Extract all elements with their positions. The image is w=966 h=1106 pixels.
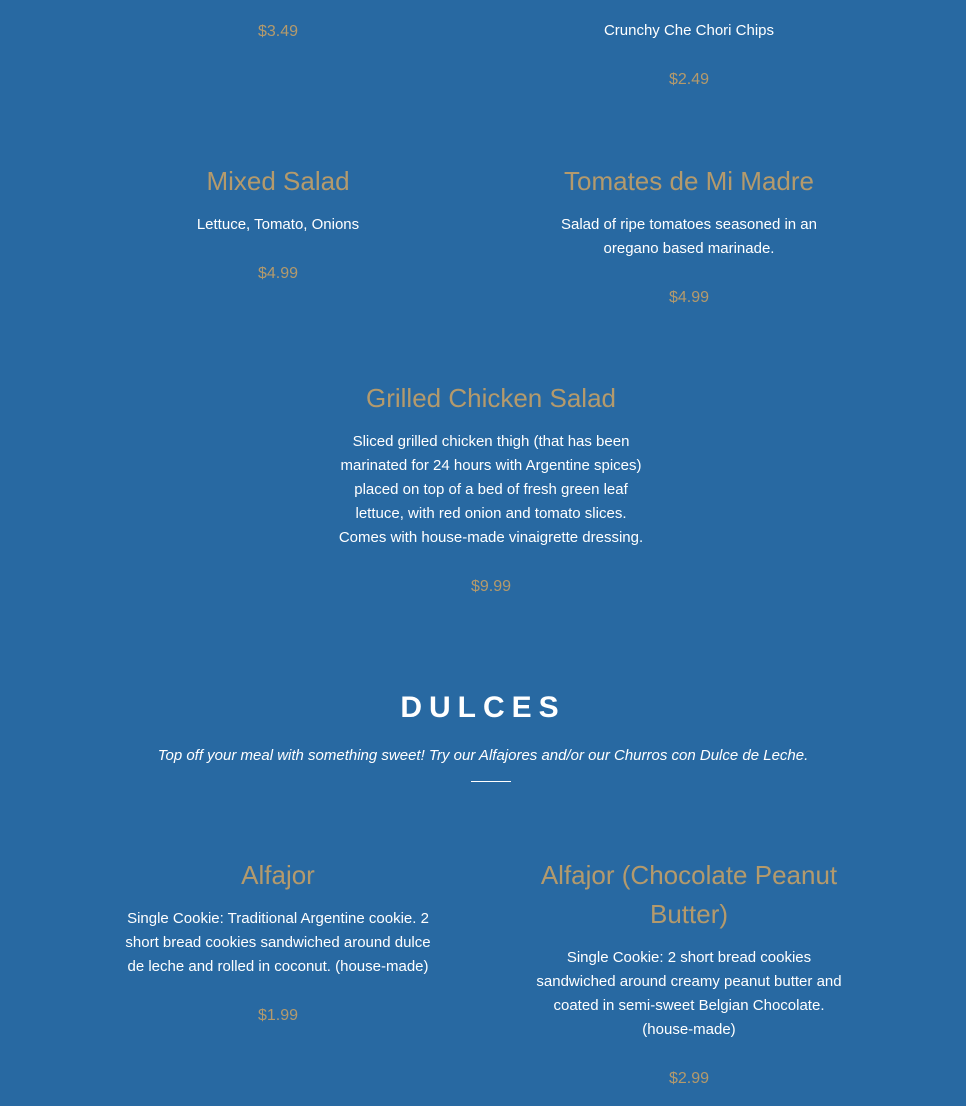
item-price: $3.49	[257, 23, 299, 40]
menu-item-partial-left	[128, 20, 428, 44]
item-price: $9.99	[470, 578, 512, 595]
item-title: Alfajor (Chocolate Peanut Butter)	[540, 860, 838, 929]
item-description: Lettuce, Tomato, Onions	[196, 216, 360, 233]
item-description: Salad of ripe tomatoes seasoned in an oregano based marinade.	[560, 216, 817, 257]
item-description: Crunchy Che Chori Chips	[603, 22, 775, 39]
menu-item-chips	[539, 19, 839, 92]
item-price: $4.99	[257, 265, 299, 282]
menu-item-grilled-chicken-salad	[336, 379, 646, 599]
item-price: $4.99	[668, 289, 710, 306]
item-title: Alfajor	[241, 860, 315, 890]
item-price: $2.99	[668, 1070, 710, 1087]
item-description: Single Cookie: Traditional Argentine cookie. 2 short bread cookies sandwiched around dulce de leche and rolled in coconut. (house-made)	[125, 910, 431, 975]
menu-item-alfajor	[123, 856, 433, 1028]
item-description: Single Cookie: 2 short bread cookies sandwiched around creamy peanut butter and coated in semi-sweet Belgian Chocolate. (house-made)	[536, 949, 842, 1038]
item-description: Sliced grilled chicken thigh (that has been marinated for 24 hours with Argentine spices) placed on top of a bed of fresh green leaf lettuce, with red onion and tomato slices. Comes with house-made vinaigrette dressing.	[338, 433, 644, 546]
section-tagline: Top off your meal with something sweet! Try our Alfajores and/or our Churros con Dulce de Leche.	[157, 747, 809, 764]
menu-item-tomates-de-mi-madre	[554, 162, 824, 310]
item-title: Mixed Salad	[206, 166, 350, 196]
item-price: $2.49	[668, 71, 710, 88]
menu-item-alfajor-chocolate-peanut-butter	[534, 856, 844, 1091]
item-title: Tomates de Mi Madre	[564, 166, 814, 196]
item-price: $1.99	[257, 1007, 299, 1024]
item-title: Grilled Chicken Salad	[365, 383, 616, 413]
section-heading-dulces: DULCES	[400, 691, 566, 724]
section-divider	[471, 781, 511, 782]
menu-item-mixed-salad	[128, 162, 428, 286]
